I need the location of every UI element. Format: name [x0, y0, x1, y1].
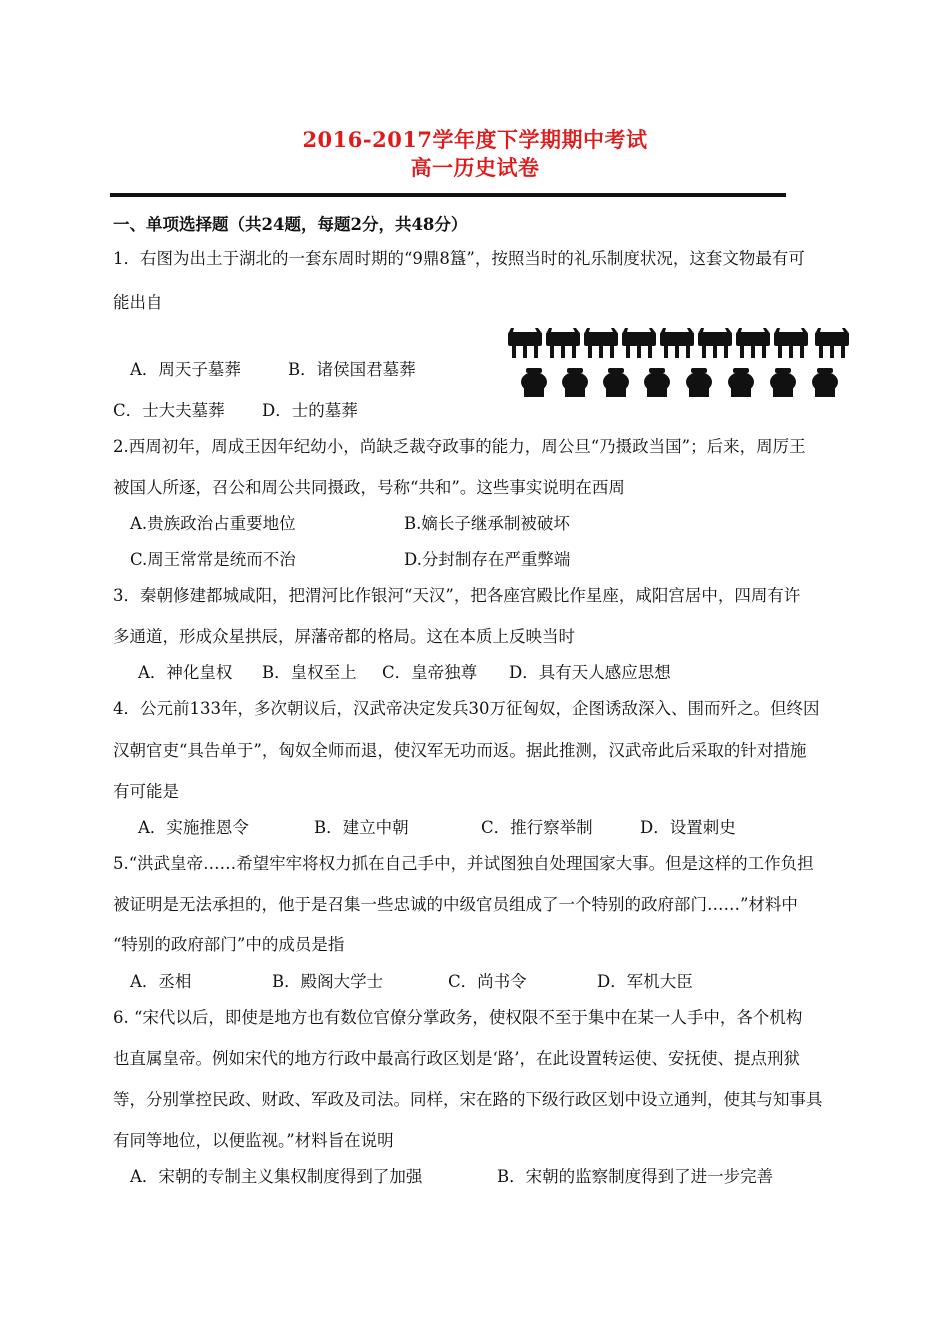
- q2-option-c: C.周王常常是统而不治: [130, 550, 296, 569]
- q2-option-b: B.嫡长子继承制被破坏: [404, 514, 570, 533]
- q5-option-a: A．丞相: [130, 972, 192, 991]
- bronze-vessel-icon: [505, 322, 855, 402]
- q3-option-d: D．具有天人感应思想: [509, 663, 671, 682]
- q6-stem-line3: 等，分别掌控民政、财政、军政及司法。同样，宋在路的下级行政区划中设立通判，使其与知事具: [113, 1090, 823, 1109]
- exam-title: 2016-2017学年度下学期期中考试: [302, 127, 648, 152]
- q1-stem-line1: 1．右图为出土于湖北的一套东周时期的“9鼎8簋”，按照当时的礼乐制度状况，这套文物最有可: [113, 249, 805, 268]
- q6-stem-line1: 6. “宋代以后，即使是地方也有数位官僚分掌政务，使权限不至于集中在某一人手中，各个机构: [113, 1008, 803, 1027]
- q5-stem-line3: “特别的政府部门”中的成员是指: [113, 935, 345, 954]
- q5-option-d: D．军机大臣: [597, 972, 693, 991]
- q5-stem-line1: 5.“洪武皇帝……希望牢牢将权力抓在自己手中，并试图独自处理国家大事。但是这样的工作负担: [113, 854, 814, 873]
- q5-option-b: B．殿阁大学士: [272, 972, 384, 991]
- header-divider: [110, 193, 786, 197]
- ding-row: [508, 328, 849, 358]
- q1-stem-line2: 能出自: [113, 293, 163, 312]
- q4-stem-line2: 汉朝官吏“具告单于”，匈奴全师而退，使汉军无功而返。据此推测，汉武帝此后采取的针对措施: [113, 741, 807, 760]
- q2-option-a: A.贵族政治占重要地位: [130, 514, 296, 533]
- q3-option-b: B．皇权至上: [262, 663, 357, 682]
- q6-stem-line4: 有同等地位，以便监视。”材料旨在说明: [113, 1131, 394, 1150]
- q5-stem-line2: 被证明是无法承担的，他于是召集一些忠诚的中级官员组成了一个特别的政府部门……”材料中: [113, 895, 798, 914]
- gui-row: [521, 368, 838, 397]
- q1-option-a: A．周天子墓葬: [130, 360, 241, 379]
- q4-option-b: B．建立中朝: [314, 818, 409, 837]
- q1-option-d: D．士的墓葬: [262, 401, 358, 420]
- q3-option-a: A．神化皇权: [138, 663, 233, 682]
- q3-stem-line1: 3．秦朝修建都城咸阳，把渭河比作银河“天汉”，把各座宫殿比作星座，咸阳宫居中，四周有许: [113, 586, 801, 605]
- q4-option-c: C．推行察举制: [481, 818, 593, 837]
- exam-subtitle: 高一历史试卷: [410, 155, 540, 180]
- q5-option-c: C．尚书令: [448, 972, 527, 991]
- q2-option-d: D.分封制存在严重弊端: [404, 550, 571, 569]
- q4-option-a: A．实施推恩令: [138, 818, 249, 837]
- q4-option-d: D．设置刺史: [640, 818, 736, 837]
- q3-stem-line2: 多通道，形成众星拱辰，屏藩帝都的格局。这在本质上反映当时: [113, 627, 575, 646]
- q1-option-b: B．诸侯国君墓葬: [288, 360, 416, 379]
- q6-option-b: B．宋朝的监察制度得到了进一步完善: [497, 1167, 774, 1186]
- section-heading: 一、单项选择题（共24题，每题2分，共48分）: [113, 215, 468, 234]
- q4-stem-line3: 有可能是: [113, 782, 179, 801]
- q1-option-c: C．士大夫墓葬: [113, 401, 225, 420]
- q4-stem-line1: 4．公元前133年，多次朝议后，汉武帝决定发兵30万征匈奴，企图诱敌深入、围而歼之。但终因: [113, 699, 820, 718]
- q6-stem-line2: 也直属皇帝。例如宋代的地方行政中最高行政区划是‘路’，在此设置转运使、安抚使、提点刑狱: [113, 1049, 800, 1068]
- q3-option-c: C．皇帝独尊: [382, 663, 478, 682]
- q2-stem-line2: 被国人所逐，召公和周公共同摄政，号称“共和”。这些事实说明在西周: [113, 478, 625, 497]
- q2-stem-line1: 2.西周初年，周成王因年纪幼小，尚缺乏裁夺政事的能力，周公旦“乃摄政当国”；后来，周厉王: [113, 437, 806, 456]
- q6-option-a: A．宋朝的专制主义集权制度得到了加强: [130, 1167, 423, 1186]
